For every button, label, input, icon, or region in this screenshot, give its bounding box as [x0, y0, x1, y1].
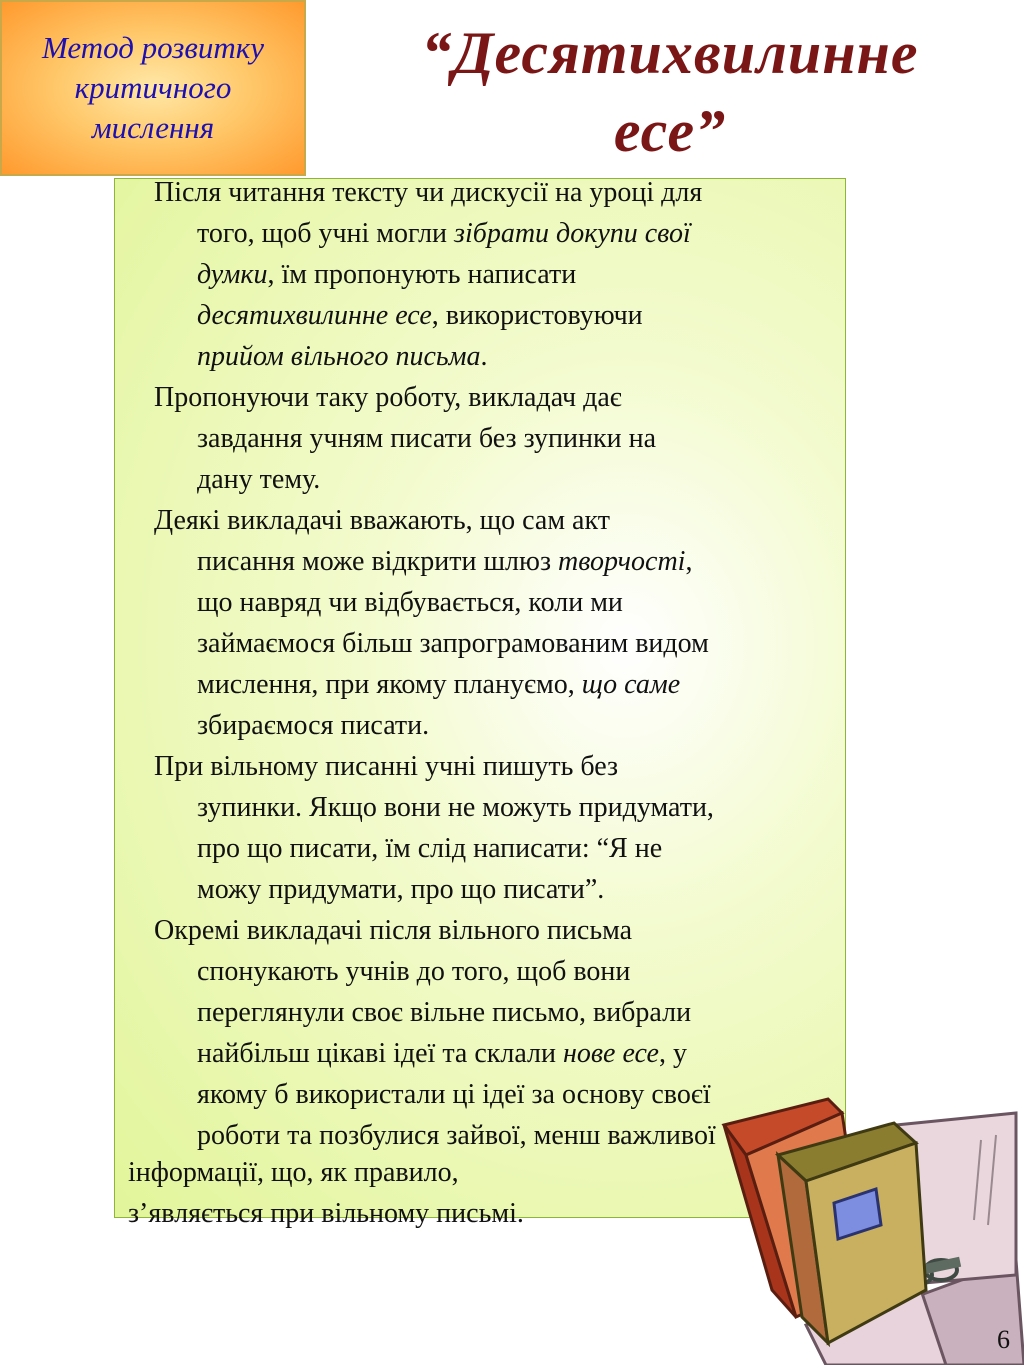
paragraph-1-line [154, 172, 702, 213]
text-run: збираємося писати. [197, 710, 430, 741]
paragraph-3-line [197, 582, 623, 623]
paragraph-5-line [197, 1115, 716, 1156]
paragraph-4-line [197, 787, 714, 828]
emphasis-text: творчості [558, 546, 686, 577]
text-run: найбільш цікаві ідеї та склали [197, 1038, 563, 1069]
title-line-1: “Десятихвилинне [421, 20, 919, 86]
text-run: спонукають учнів до того, щоб вони [197, 956, 631, 987]
text-run: того, щоб учні могли [197, 218, 455, 249]
emphasis-text: десятихвилинне есе [197, 300, 432, 331]
paragraph-2-line [154, 377, 622, 418]
text-run: писання може відкрити шлюз [197, 546, 559, 577]
text-run: , [685, 546, 693, 577]
paragraph-3-line [197, 705, 429, 746]
paragraph-2-line [197, 459, 320, 500]
paragraph-5-line [197, 1033, 687, 1074]
emphasis-text: зібрати докупи свої [454, 218, 691, 249]
text-run: переглянули своє вільне письмо, вибрали [197, 997, 692, 1028]
paragraph-2-line [197, 418, 656, 459]
method-label-line-2: критичного [74, 70, 232, 105]
paragraph-5-line [197, 1074, 711, 1115]
paragraph-1-line [197, 213, 691, 254]
text-run: . [480, 341, 488, 372]
books-clipart [716, 1085, 1024, 1365]
text-run: зупинки. Якщо вони не можуть придумати, [197, 792, 714, 823]
method-label-line-3: мислення [91, 110, 215, 145]
text-run: що навряд чи відбувається, коли ми [197, 587, 623, 618]
method-label-line-1: Метод розвитку [42, 30, 264, 65]
text-run: , у [659, 1038, 687, 1069]
method-label-box [0, 0, 306, 176]
paragraph-3-line [154, 500, 610, 541]
paragraph-1-line [197, 336, 488, 377]
tail-line-2: з’являється при вільному письмі. [128, 1198, 524, 1229]
paragraph-4-line [197, 828, 662, 869]
emphasis-text: прийом вільного письма [197, 341, 481, 372]
paragraph-5-line [197, 992, 691, 1033]
paragraph-3-line [197, 623, 709, 664]
paragraph-3-line [197, 664, 680, 705]
text-run: дану тему. [197, 464, 321, 495]
paragraph-5-line [197, 951, 630, 992]
paragraph-3-line [197, 541, 692, 582]
emphasis-text: що саме [581, 669, 681, 700]
text-run: якому б використали ці ідеї за основу своєї [197, 1079, 711, 1110]
text-run: Деякі викладачі вважають, що сам акт [154, 505, 610, 536]
emphasis-text: нове есе [562, 1038, 659, 1069]
paragraph-5-line [154, 910, 632, 951]
text-run: можу придумати, про що писати”. [197, 874, 605, 905]
text-run: , використовуючи [431, 300, 643, 331]
text-run: займаємося більш запрограмованим видом [197, 628, 709, 659]
page-title [330, 14, 1010, 170]
text-run: При вільному писанні учні пишуть без [154, 751, 619, 782]
emphasis-text: думки [197, 259, 268, 290]
paragraph-1-line [197, 295, 643, 336]
text-run: Після читання тексту чи дискусії на уроці для [154, 177, 703, 208]
paragraph-4-line [197, 869, 604, 910]
text-run: мислення, при якому плануємо, [197, 669, 582, 700]
page-number: 6 [997, 1325, 1010, 1354]
text-run: Пропонуючи таку роботу, викладач дає [154, 382, 622, 413]
text-run: , їм пропонують написати [267, 259, 577, 290]
text-run: завдання учням писати без зупинки на [197, 423, 656, 454]
tail-line-1: інформації, що, як правило, [128, 1157, 459, 1188]
text-run: про що писати, їм слід написати: “Я не [197, 833, 663, 864]
text-run: роботи та позбулися зайвої, менш важливої [197, 1120, 716, 1151]
text-run: Окремі викладачі після вільного письма [154, 915, 633, 946]
title-line-2: есе” [613, 98, 727, 164]
paragraph-1-line [197, 254, 576, 295]
paragraph-4-line [154, 746, 618, 787]
